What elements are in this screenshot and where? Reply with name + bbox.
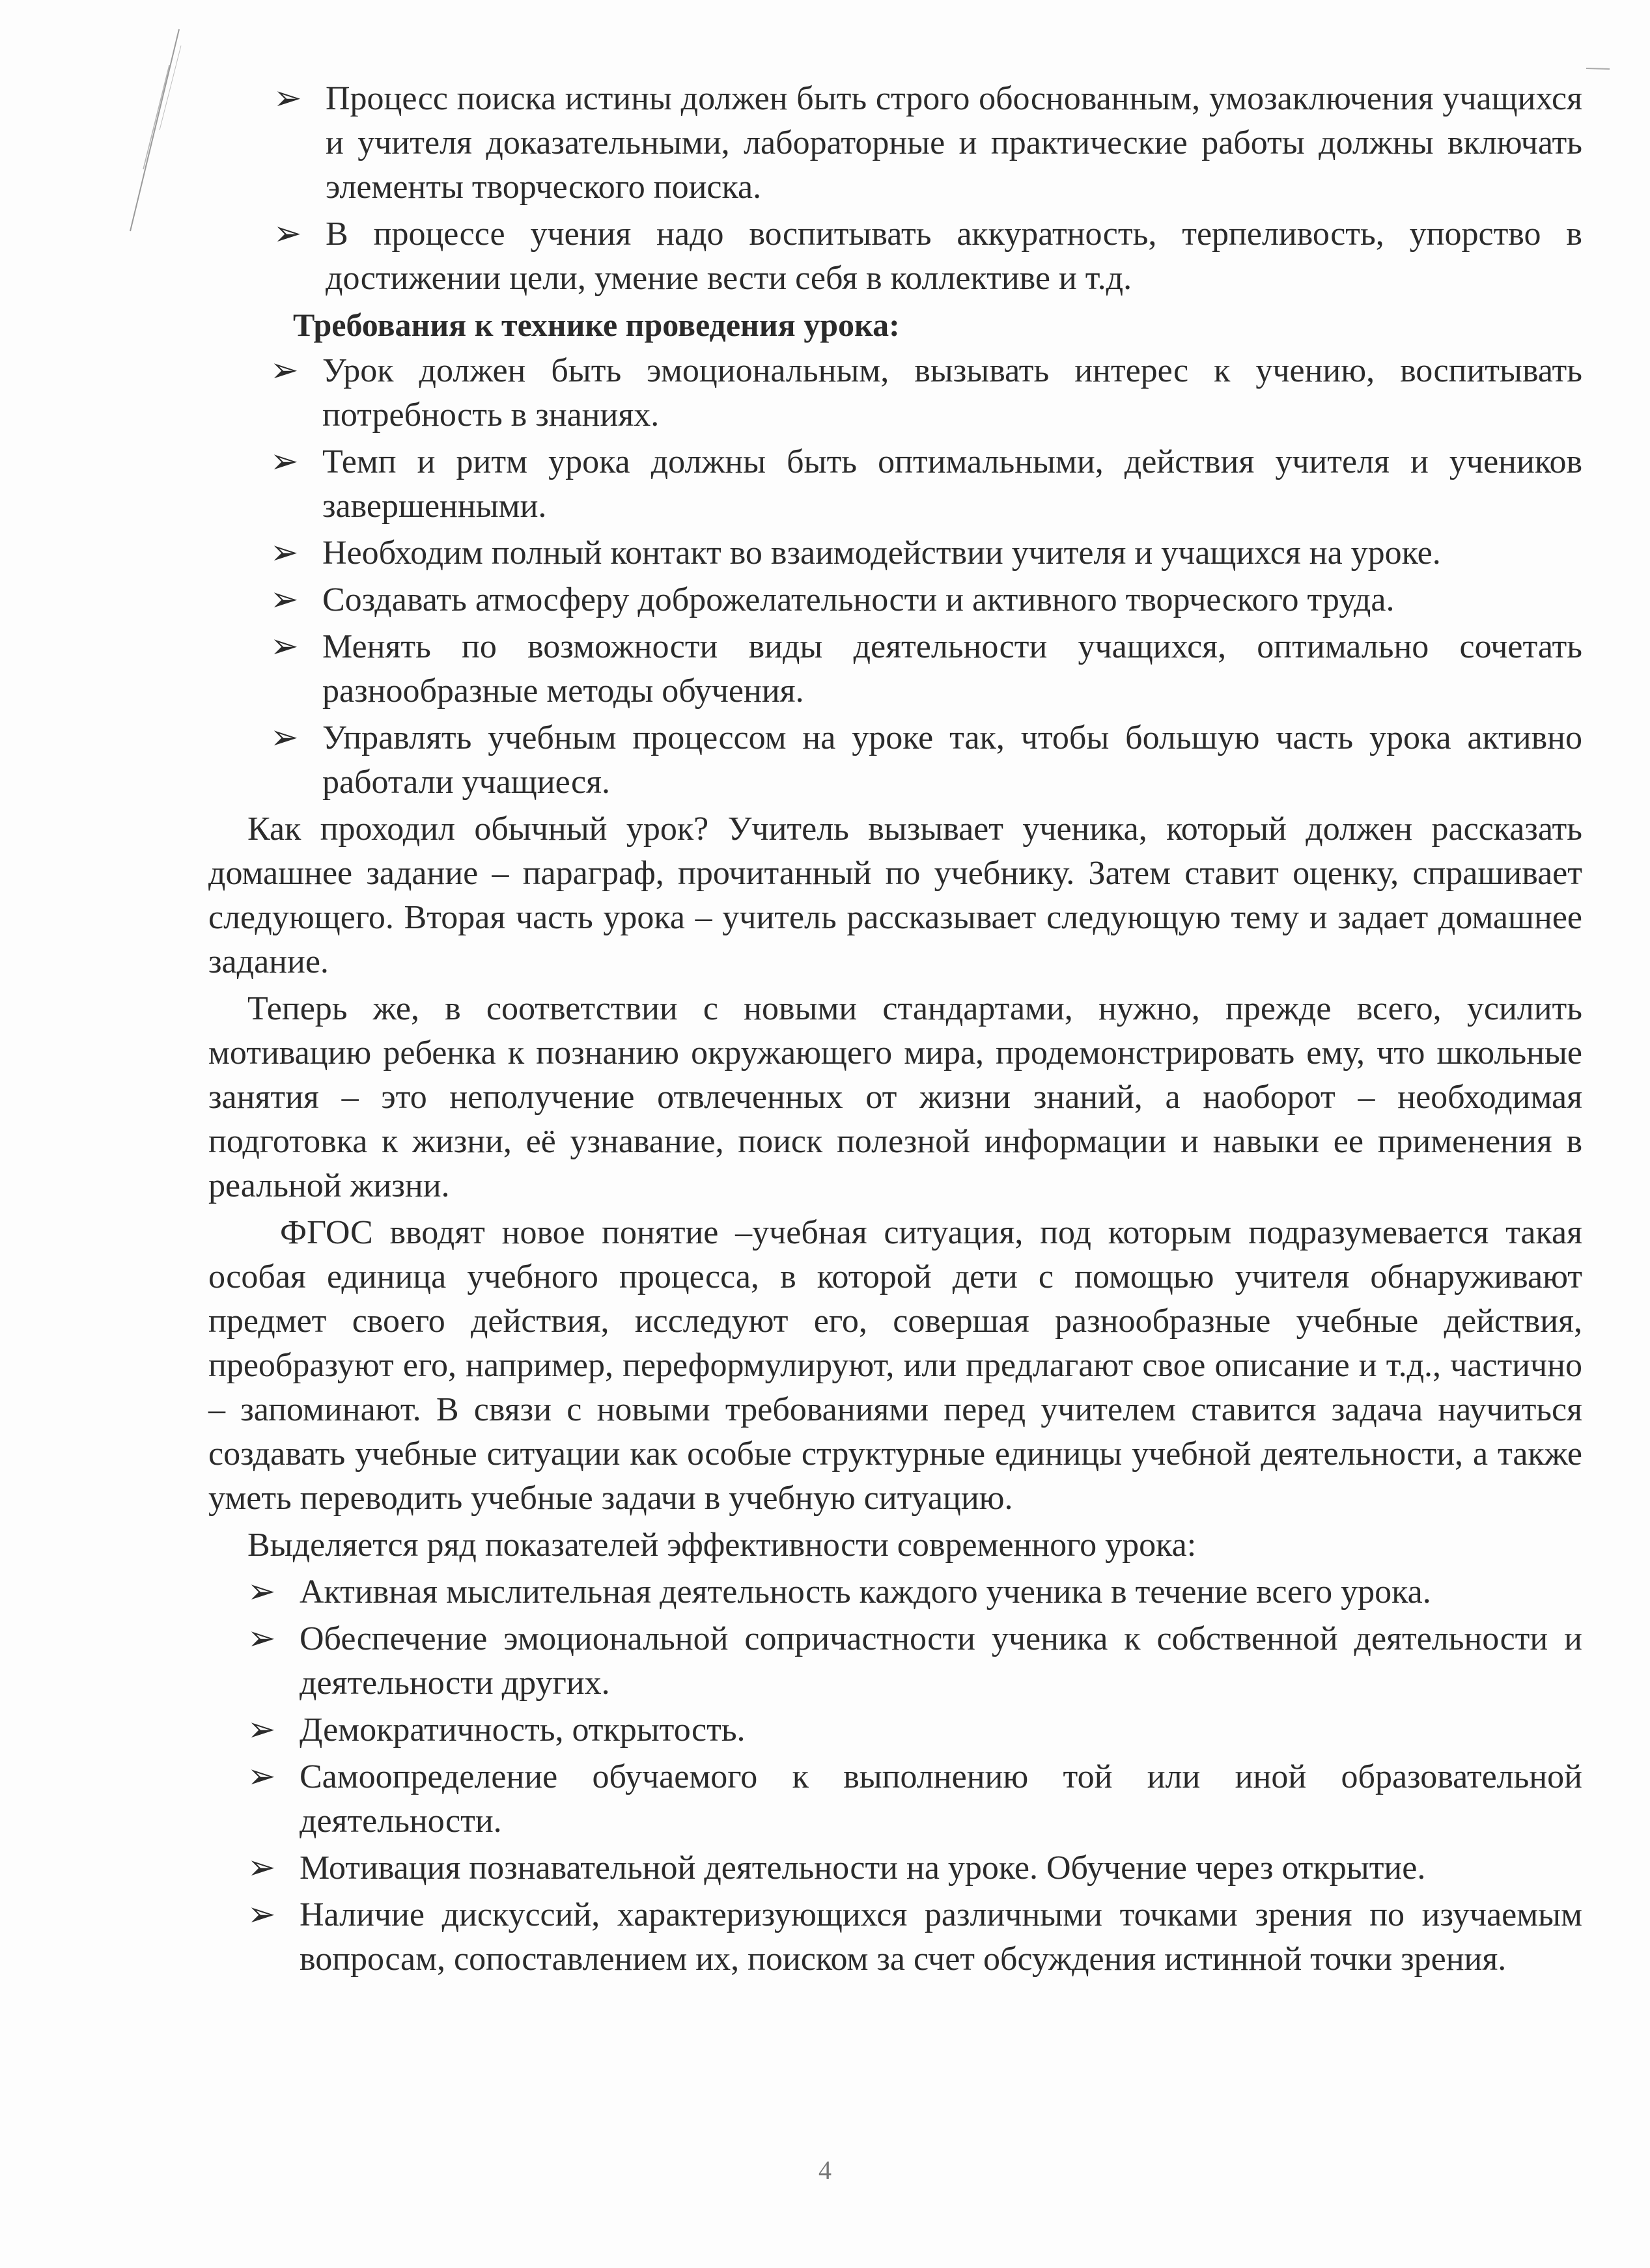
bullet-arrow-icon: ➢: [247, 1620, 276, 1657]
bullet-item: [270, 440, 1582, 529]
bullet-text: Самоопределение обучаемого к выполнению той или иной образовательной деятельности.: [300, 1758, 1582, 1840]
bullet-item: [270, 716, 1582, 805]
bullet-arrow-icon: ➢: [270, 352, 299, 389]
bullet-list-technique: [270, 349, 1582, 805]
bullet-arrow-icon: ➢: [247, 1849, 276, 1887]
bullet-item: [270, 625, 1582, 713]
bullet-arrow-icon: ➢: [270, 628, 299, 665]
page-number: 4: [818, 2155, 832, 2185]
paragraph-fgos: ФГОС вводят новое понятие –учебная ситуация, под которым подразумевается такая особая единица учебного процесса, в которой дети с помощью учителя обнаруживают предмет своего действия, исследуют его, совершая разнообразные учебные действия, преобразуют его, например, переформулируют, или предлагают свое описание и т.д., частично – запоминают. В связи с новыми требованиями перед учителем ставится задача научиться создавать учебные ситуации как особые структурные единицы учебной деятельности, а также уметь переводить учебные задачи в учебную ситуацию.: [208, 1214, 1582, 1517]
bullet-arrow-icon: ➢: [270, 581, 299, 618]
bullet-text: В процессе учения надо воспитывать аккуратность, терпеливость, упорство в достижении цели, умение вести себя в коллективе и т.д.: [326, 215, 1582, 297]
bullet-arrow-icon: ➢: [247, 1711, 276, 1749]
bullet-arrow-icon: ➢: [270, 443, 299, 480]
paragraph-indicators-intro: Выделяется ряд показателей эффективности современного урока:: [247, 1527, 1197, 1564]
bullet-item: [247, 1846, 1582, 1890]
bullet-item: [247, 1755, 1582, 1844]
bullet-text: Активная мыслительная деятельность каждого ученика в течение всего урока.: [300, 1573, 1431, 1611]
bullet-arrow-icon: ➢: [273, 215, 302, 253]
bullet-list-indicators: [247, 1570, 1582, 1982]
scan-artifact-dash: [1585, 65, 1611, 72]
bullet-text: Темп и ритм урока должны быть оптимальными, действия учителя и учеников завершенными.: [322, 443, 1582, 525]
bullet-arrow-icon: ➢: [270, 534, 299, 572]
bullet-text: Урок должен быть эмоциональным, вызывать интерес к учению, воспитывать потребность в знаниях.: [322, 352, 1582, 434]
bullet-item: [247, 1893, 1582, 1982]
bullet-arrow-icon: ➢: [247, 1758, 276, 1795]
bullet-text: Менять по возможности виды деятельности учащихся, оптимально сочетать разнообразные методы обучения.: [322, 628, 1582, 710]
scan-artifact-lines: [124, 26, 182, 234]
bullet-item: [270, 531, 1582, 575]
paragraph-usual-lesson: Как проходил обычный урок? Учитель вызывает ученика, который должен рассказать домашнее задание – параграф, прочитанный по учебнику. Затем ставит оценку, спрашивает следующего. Вторая часть урока – учитель рассказывает следующую тему и задает домашнее задание.: [208, 810, 1582, 980]
bullet-text: Управлять учебным процессом на уроке так, чтобы большую часть урока активно работали учащиеся.: [322, 719, 1582, 801]
bullet-item: [247, 1708, 1582, 1752]
bullet-text: Необходим полный контакт во взаимодействии учителя и учащихся на уроке.: [322, 534, 1441, 572]
bullet-item: [273, 77, 1582, 210]
bullet-text: Демократичность, открытость.: [300, 1711, 746, 1749]
bullet-arrow-icon: ➢: [273, 80, 302, 117]
bullet-arrow-icon: ➢: [270, 719, 299, 756]
bullet-arrow-icon: ➢: [247, 1573, 276, 1611]
bullet-text: Создавать атмосферу доброжелательности и активного творческого труда.: [322, 581, 1395, 618]
bullet-text: Процесс поиска истины должен быть строго обоснованным, умозаключения учащихся и учителя доказательными, лабораторные и практические работы должны включать элементы творческого поиска.: [326, 80, 1582, 206]
bullet-item: [273, 212, 1582, 301]
bullet-text: Обеспечение эмоциональной сопричастности ученика к собственной деятельности и деятельности других.: [300, 1620, 1582, 1702]
bullet-text: Мотивация познавательной деятельности на уроке. Обучение через открытие.: [300, 1849, 1426, 1887]
section-heading: Требования к технике проведения урока:: [293, 307, 900, 343]
bullet-list-requirements: [273, 77, 1582, 301]
paragraph-new-standards: Теперь же, в соответствии с новыми стандартами, нужно, прежде всего, усилить мотивацию ребенка к познанию окружающего мира, продемонстрировать ему, что школьные занятия – это неполучение отвлеченных от жизни знаний, а наоборот – необходимая подготовка к жизни, её узнавание, поиск полезной информации и навыки ее применения в реальной жизни.: [208, 990, 1582, 1204]
bullet-item: [270, 578, 1582, 622]
bullet-text: Наличие дискуссий, характеризующихся различными точками зрения по изучаемым вопросам, сопоставлением их, поиском за счет обсуждения истинной точки зрения.: [300, 1896, 1582, 1978]
bullet-item: [247, 1617, 1582, 1706]
bullet-item: [270, 349, 1582, 437]
document-body: [208, 77, 1582, 1984]
bullet-item: [247, 1570, 1582, 1614]
bullet-arrow-icon: ➢: [247, 1896, 276, 1933]
